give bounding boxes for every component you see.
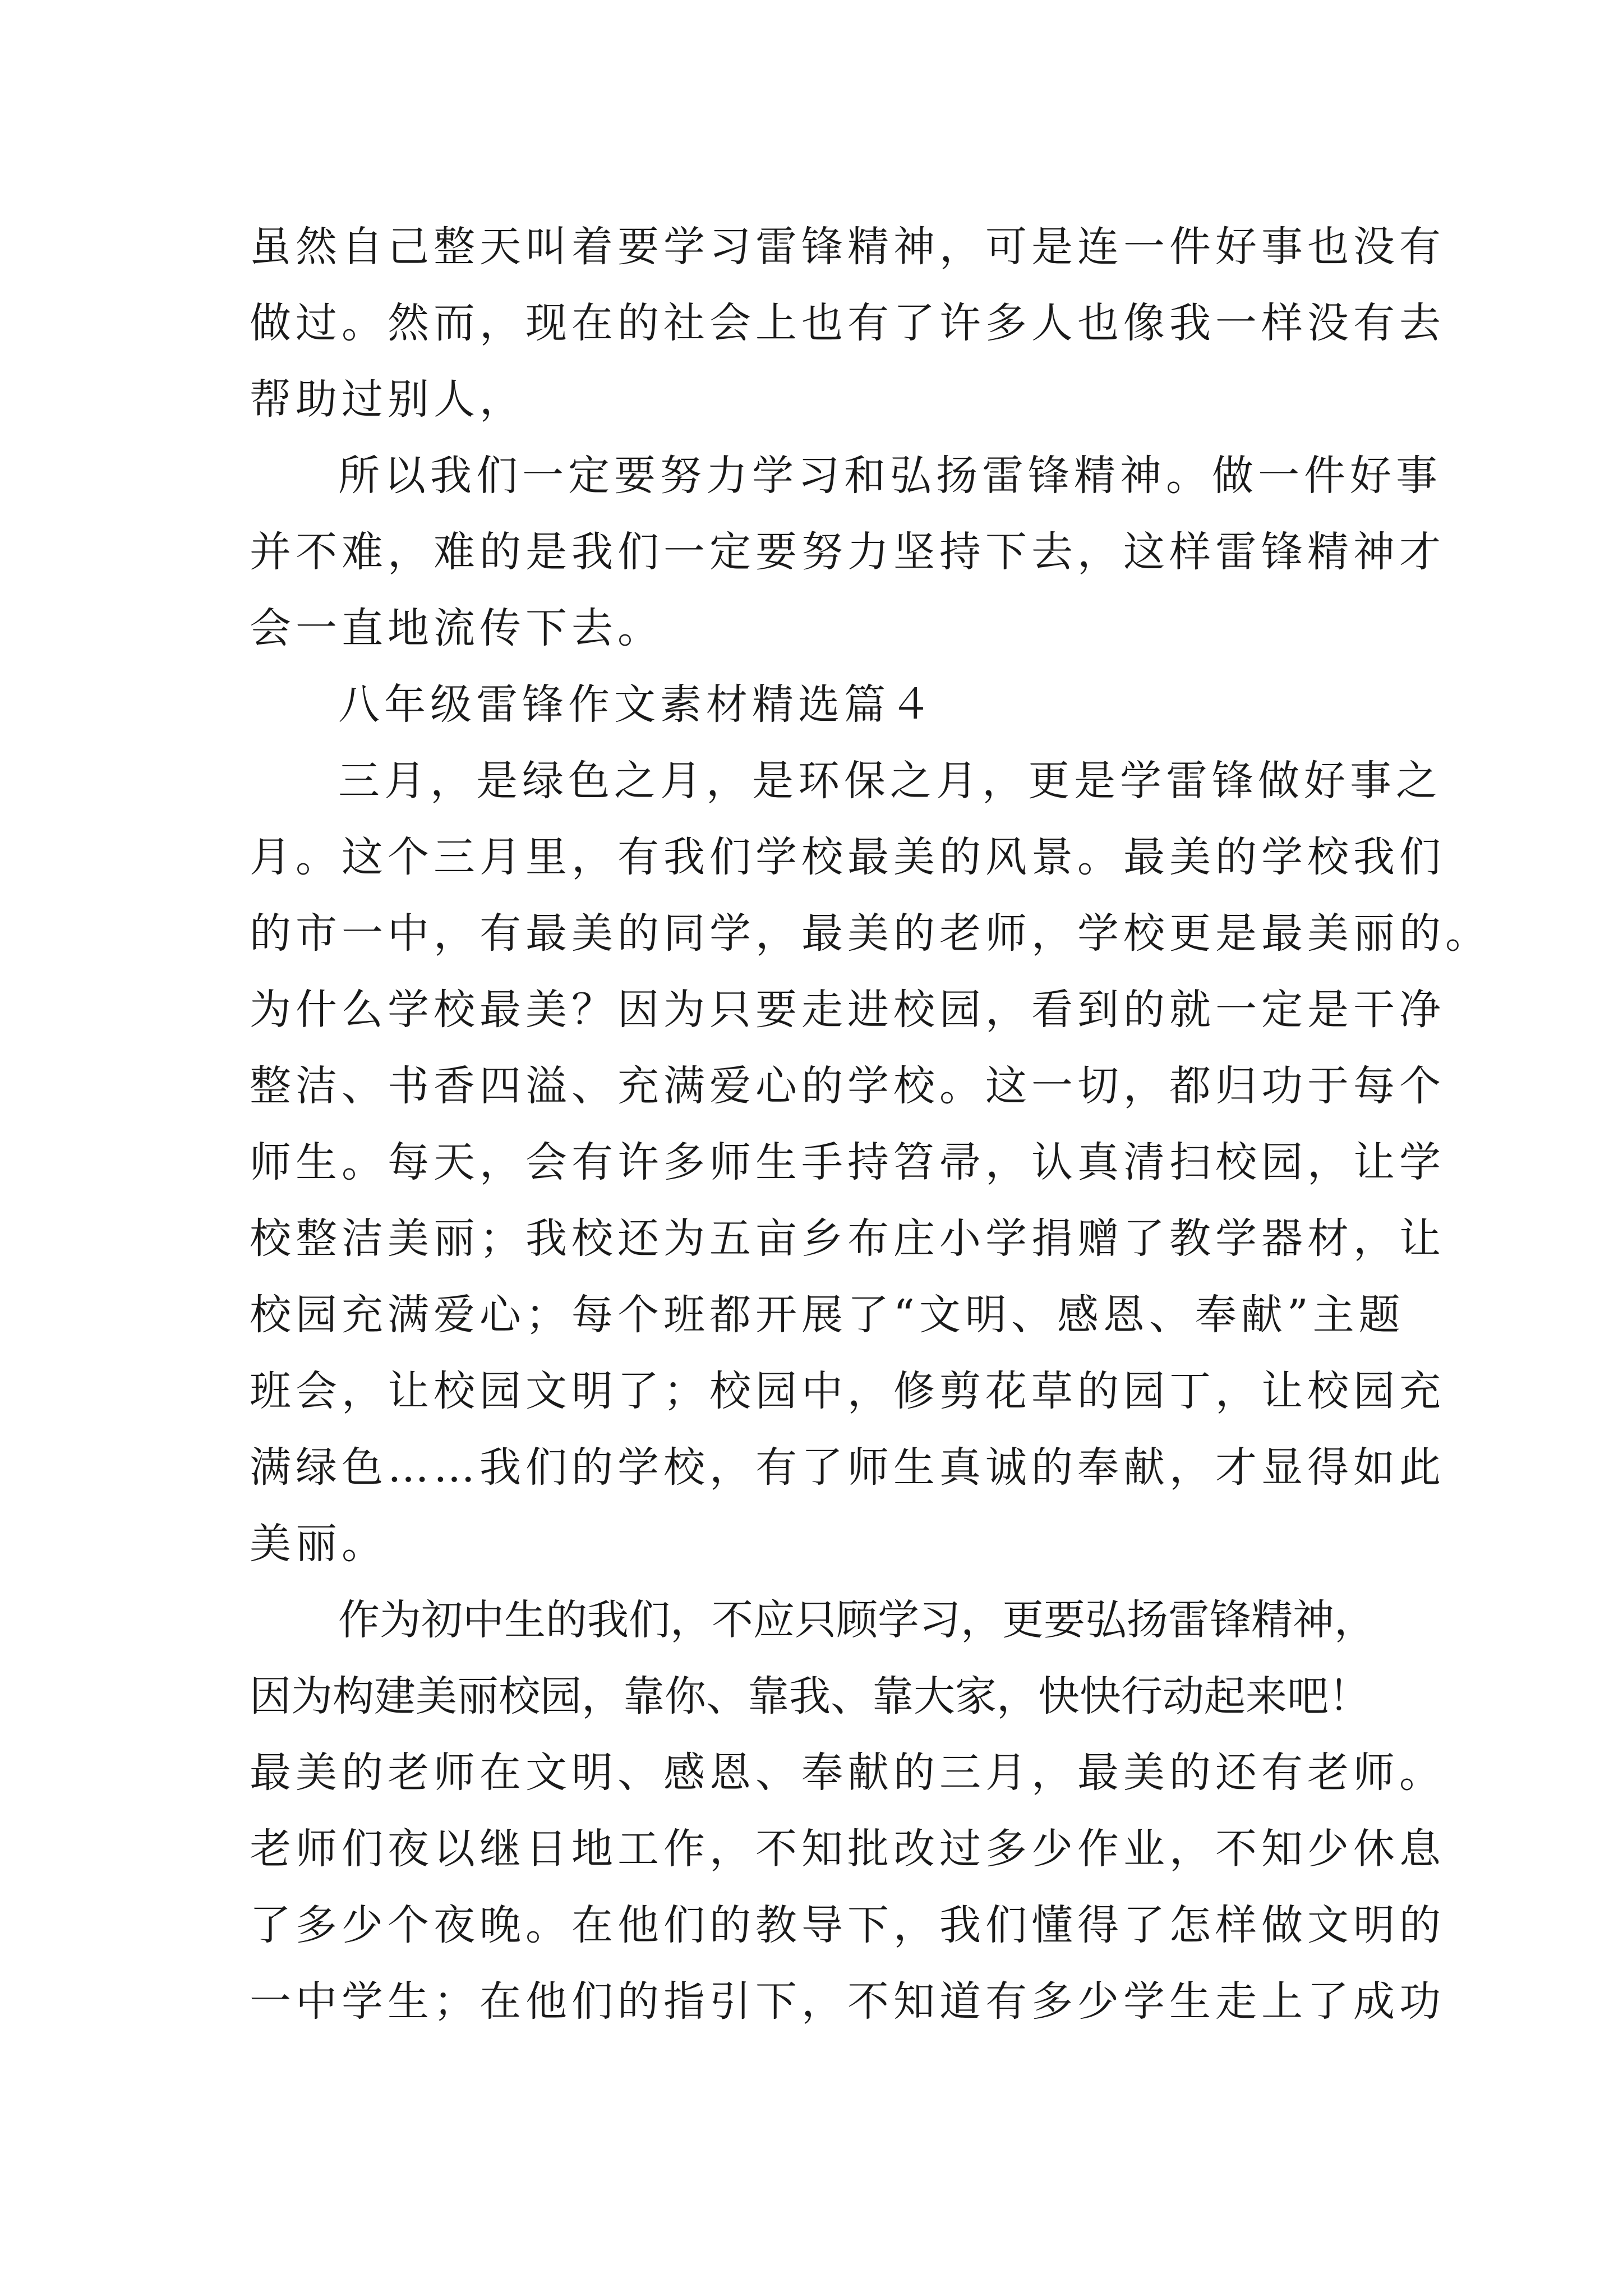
- text-line: 月。这个三月里，有我们学校最美的风景。最美的学校我们: [250, 833, 1445, 881]
- text-line: 会一直地流传下去。: [250, 604, 663, 652]
- text-line: 为什么学校最美？因为只要走进校园，看到的就一定是干净: [250, 986, 1445, 1034]
- paragraph-start-line: 三月，是绿色之月，是环保之月，更是学雷锋做好事之: [338, 757, 1442, 805]
- text-line: 校整洁美丽；我校还为五亩乡布庄小学捐赠了教学器材，让: [250, 1214, 1445, 1263]
- text-line: 满绿色……我们的学校，有了师生真诚的奉献，才显得如此: [250, 1443, 1445, 1492]
- text-line: 整洁、书香四溢、充满爱心的学校。这一切，都归功于每个: [250, 1062, 1445, 1110]
- text-line: 了多少个夜晚。在他们的教导下，我们懂得了怎样做文明的: [250, 1901, 1445, 1949]
- text-line: 班会，让校园文明了；校园中，修剪花草的园丁，让校园充: [250, 1367, 1445, 1415]
- text-line: 师生。每天，会有许多师生手持笤帚，认真清扫校园，让学: [250, 1138, 1445, 1186]
- section-heading: 八年级雷锋作文素材精选篇４: [338, 680, 936, 729]
- text-line: 校园充满爱心；每个班都开展了“文明、感恩、奉献”主题: [250, 1291, 1405, 1339]
- text-line: 做过。然而，现在的社会上也有了许多人也像我一样没有去: [250, 299, 1445, 347]
- paragraph-start-line: 作为初中生的我们，不应只顾学习，更要弘扬雷锋精神，: [338, 1596, 1376, 1644]
- text-line: 美丽。: [250, 1520, 388, 1568]
- text-line: 的市一中，有最美的同学，最美的老师，学校更是最美丽的。: [250, 909, 1491, 958]
- text-line: 因为构建美丽校园，靠你、靠我、靠大家，快快行动起来吧！: [250, 1672, 1370, 1720]
- text-line: 并不难，难的是我们一定要努力坚持下去，这样雷锋精神才: [250, 528, 1445, 576]
- text-line: 帮助过别人，: [250, 375, 525, 424]
- text-line: 一中学生；在他们的指引下，不知道有多少学生走上了成功: [250, 1977, 1445, 2026]
- text-line: 最美的老师在文明、感恩、奉献的三月，最美的还有老师。: [250, 1749, 1445, 1797]
- paragraph-start-line: 所以我们一定要努力学习和弘扬雷锋精神。做一件好事: [338, 452, 1442, 500]
- body-text: [250, 209, 1491, 2040]
- text-line: 老师们夜以继日地工作，不知批改过多少作业，不知少休息: [250, 1825, 1445, 1873]
- text-line: 虽然自己整天叫着要学习雷锋精神，可是连一件好事也没有: [250, 223, 1445, 271]
